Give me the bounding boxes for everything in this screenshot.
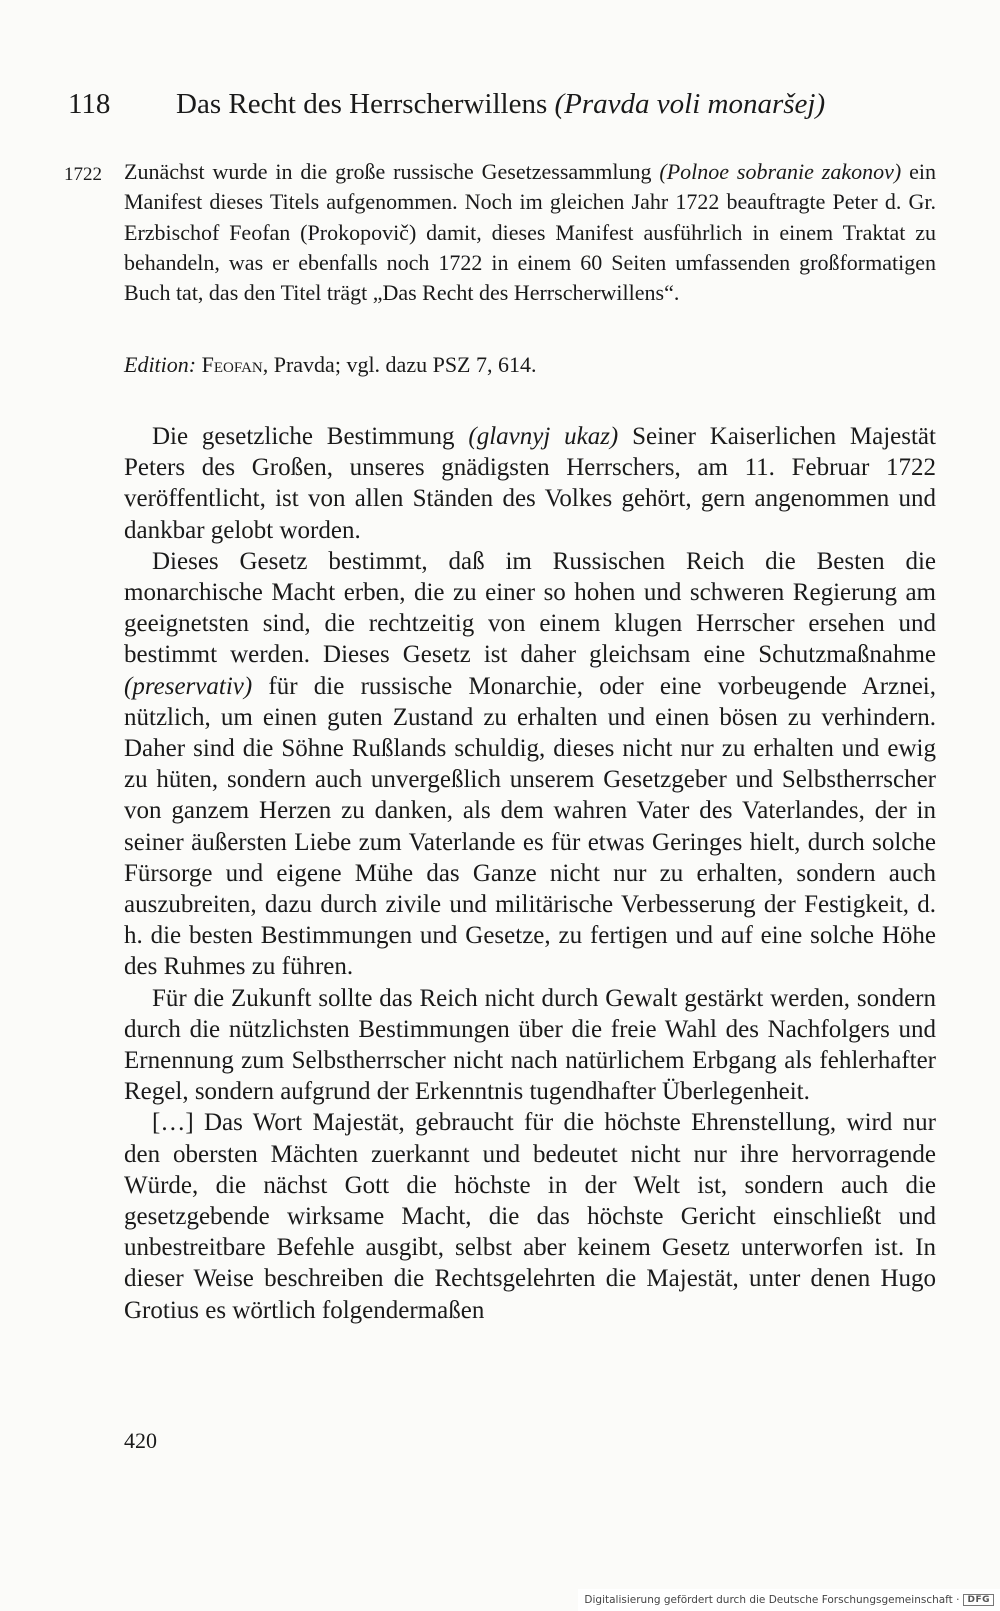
intro-text-2: ein Manifest dieses Titels aufgenommen. Noch im gleichen Jahr 1722 beauftragte Peter d. Gr. Erzbischof Feofan (Prokopovič) damit, dieses Manifest ausführlich in einem Traktat zu behandeln, was er ebenfalls noch 1722 in einem 60 Seiten umfassenden großformatigen Buch tat, das den Titel trägt „Das Recht des Herrscherwillens“. <box>124 159 936 306</box>
p1-italic: (glavnyj ukaz) <box>468 423 619 450</box>
paragraph-1 <box>124 421 936 546</box>
intro-text-1: Zunächst wurde in die große russische Gesetzessammlung <box>124 159 660 184</box>
p2-italic: (preservativ) <box>124 672 253 700</box>
page-number: 118 <box>68 88 111 120</box>
edition-text: , Pravda; vgl. dazu PSZ 7, 614. <box>262 352 537 377</box>
p2-text-a: Dieses Gesetz bestimmt, daß im Russischen Reich die Besten die monarchische Macht erben, die zu einer so hohen und schweren Regierung am geeignetsten sind, die rechtzeitig von einem klugen Herrscher ersehen und bestimmt werden. Dieses Gesetz ist daher gleichsam eine Schutzmaßnahme <box>124 547 936 669</box>
margin-year: 1722 <box>64 164 102 185</box>
paragraph-2 <box>124 546 936 983</box>
edition-line <box>124 350 537 380</box>
title-italic: (Pravda voli monaršej) <box>554 88 826 120</box>
main-text <box>124 421 936 1326</box>
p2-text-b: für die russische Monarchie, oder eine vorbeugende Arznei, nützlich, um einen guten Zustand zu erhalten und einen bösen zu verhindern. Daher sind die Söhne Rußlands schuldig, dieses nicht nur zu erhalten und ewig zu hüten, sondern auch unvergeßlich unserem Gesetzgeber und Selbstherrscher von ganzem Herzen zu danken, als dem wahren Vater des Vaterlandes, der in seiner äußersten Liebe zum Vaterlande es für etwas Geringes hielt, durch solche Fürsorge und eigene Mühe das Ganze nicht nur zu erhalten, sondern auch auszubreiten, dazu durch zivile und militärische Verbesserung der Festigkeit, d. h. die besten Bestimmungen und Gesetze, zu fertigen und auf eine solche Höhe des Ruhmes zu führen. <box>124 672 936 981</box>
paragraph-4: […] Das Wort Majestät, gebraucht für die höchste Ehrenstellung, wird nur den obersten Mächten zuerkannt und bedeutet nicht nur ihre hervorragende Würde, die nächst Gott die höchste in der Welt ist, sondern auch die gesetzgebende wirksame Macht, die das höchste Gericht einschließt und unbestreitbare Befehle ausgibt, selbst aber keinem Gesetz unterworfen ist. In dieser Weise beschreiben die Rechtsgelehrten die Majestät, unter denen Hugo Grotius es wörtlich folgendermaßen <box>124 1109 936 1324</box>
dfg-logo-icon: DFG <box>963 1594 994 1606</box>
p1-text-a: Die gesetzliche Bestimmung <box>152 423 469 450</box>
footer-text: Digitalisierung gefördert durch die Deutsche Forschungsgemeinschaft · <box>584 1594 960 1606</box>
p1-text-b: Seiner Kaiserlichen Majestät Peters des Großen, unseres gnädigsten Herrschers, am 11. Februar 1722 veröffentlicht, ist von allen Ständen des Volkes gehört, gern angenommen und dankbar gelobt worden. <box>124 423 936 544</box>
paragraph-3: Für die Zukunft sollte das Reich nicht durch Gewalt gestärkt werden, sondern durch die nützlichsten Bestimmungen über die freie Wahl des Nachfolgers und Ernennung zum Selbstherrscher nicht nach natürlichem Erbgang als fehlerhafter Regel, sondern aufgrund der Erkenntnis tugendhafter Überlegenheit. <box>124 984 936 1106</box>
page-title <box>176 86 825 122</box>
title-text: Das Recht des Herrscherwillens <box>176 88 548 120</box>
folio-number: 420 <box>124 1428 157 1453</box>
intro-italic-1: (Polnoe sobranie zakonov) <box>659 159 902 184</box>
intro-paragraph <box>124 157 936 308</box>
edition-label: Edition: <box>124 352 197 377</box>
edition-author: Feofan <box>201 352 263 377</box>
digitization-footer <box>578 1589 1000 1611</box>
